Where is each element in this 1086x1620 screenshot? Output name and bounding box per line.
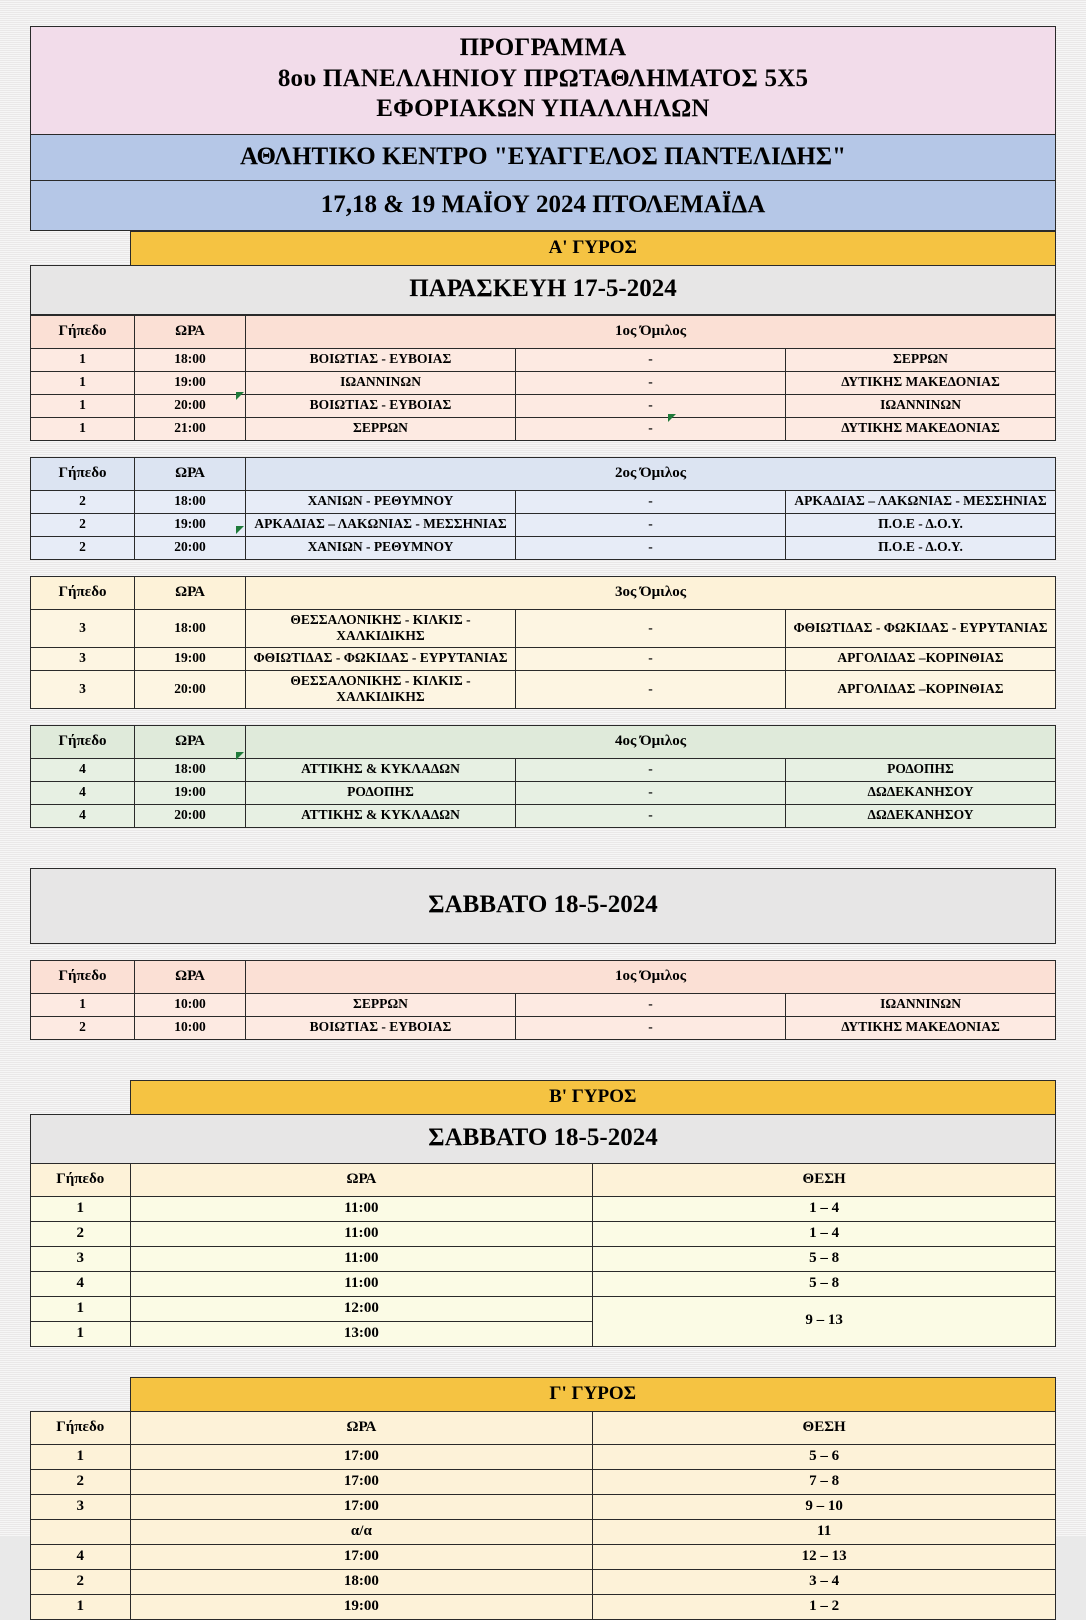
table-row (31, 1544, 1056, 1569)
group-4-name: 4ος Όμιλος (246, 725, 1056, 758)
round2-bar-row (31, 1080, 1056, 1114)
time: 11:00 (130, 1246, 593, 1271)
dash-separator: - (516, 490, 786, 513)
col-header-time: ΩΡΑ (130, 1163, 593, 1196)
time: 10:00 (135, 1016, 246, 1039)
section-gap (30, 944, 1056, 960)
time: 20:00 (135, 670, 246, 708)
table-row (31, 536, 1056, 559)
round3-bar-row (31, 1377, 1056, 1411)
round2-bar-label: Β' ΓΥΡΟΣ (130, 1080, 1056, 1114)
spacer-cell (31, 1080, 131, 1114)
court: 1 (31, 1296, 131, 1321)
team-away: ΙΩΑΝΝΙΝΩΝ (786, 394, 1056, 417)
round1-day2-label: ΣΑΒΒΑΤΟ 18-5-2024 (31, 868, 1056, 943)
position: 5 – 6 (593, 1444, 1056, 1469)
time: 19:00 (135, 647, 246, 670)
time: 11:00 (130, 1196, 593, 1221)
round3-bar-label: Γ' ΓΥΡΟΣ (130, 1377, 1056, 1411)
team-away: ΣΕΡΡΩΝ (786, 348, 1056, 371)
team-home: ΘΕΣΣΑΛΟΝΙΚΗΣ - ΚΙΛΚΙΣ - ΧΑΛΚΙΔΙΚΗΣ (246, 670, 516, 708)
dash-separator: - (516, 394, 786, 417)
team-home: ΙΩΑΝΝΙΝΩΝ (246, 371, 516, 394)
time: 13:00 (130, 1321, 593, 1346)
table-row (31, 1519, 1056, 1544)
court: 2 (31, 1569, 131, 1594)
team-home: ΒΟΙΩΤΙΑΣ - ΕΥΒΟΙΑΣ (246, 394, 516, 417)
col-header-time: ΩΡΑ (130, 1411, 593, 1444)
dates-label: 17,18 & 19 ΜΑΪΟΥ 2024 ΠΤΟΛΕΜΑΪΔΑ (31, 180, 1056, 230)
col-header-position: ΘΕΣΗ (593, 1163, 1056, 1196)
header-dates-row (31, 180, 1056, 230)
position: 11 (593, 1519, 1056, 1544)
group-3-header-row (31, 576, 1056, 609)
table-row (31, 647, 1056, 670)
col-header-court: Γήπεδο (31, 315, 135, 348)
group-1-header-row (31, 315, 1056, 348)
time: 19:00 (135, 513, 246, 536)
round2-block (30, 1080, 1056, 1347)
team-home: ΧΑΝΙΩΝ - ΡΕΘΥΜΝΟΥ (246, 490, 516, 513)
team-home: ΑΤΤΙΚΗΣ & ΚΥΚΛΑΔΩΝ (246, 804, 516, 827)
spacer-cell (31, 1377, 131, 1411)
team-away: ΡΟΔΟΠΗΣ (786, 758, 1056, 781)
table-row (31, 609, 1056, 647)
round3-header-row (31, 1411, 1056, 1444)
dash-separator: - (516, 647, 786, 670)
spacer-cell (31, 231, 131, 265)
col-header-court: Γήπεδο (31, 1163, 131, 1196)
venue-label: ΑΘΛΗΤΙΚΟ ΚΕΝΤΡΟ "ΕΥΑΓΓΕΛΟΣ ΠΑΝΤΕΛΙΔΗΣ" (31, 134, 1056, 180)
table-row (31, 1246, 1056, 1271)
table-row (31, 417, 1056, 440)
section-gap (30, 828, 1056, 868)
time: 18:00 (135, 490, 246, 513)
round2-day-row (31, 1114, 1056, 1163)
court: 3 (31, 647, 135, 670)
dash-separator: - (516, 417, 786, 440)
team-away: ΑΡΓΟΛΙΔΑΣ –ΚΟΡΙΝΘΙΑΣ (786, 670, 1056, 708)
table-row (31, 394, 1056, 417)
col-header-court: Γήπεδο (31, 1411, 131, 1444)
team-away: Π.Ο.Ε - Δ.Ο.Υ. (786, 513, 1056, 536)
group-2-name: 2ος Όμιλος (246, 457, 1056, 490)
header-title-row (31, 27, 1056, 135)
col-header-time: ΩΡΑ (135, 576, 246, 609)
time: 11:00 (130, 1271, 593, 1296)
round1-day2-group-name: 1ος Όμιλος (246, 960, 1056, 993)
table-row (31, 1271, 1056, 1296)
court: 1 (31, 348, 135, 371)
court: 4 (31, 804, 135, 827)
team-away: ΑΡΚΑΔΙΑΣ – ΛΑΚΩΝΙΑΣ - ΜΕΣΣΗΝΙΑΣ (786, 490, 1056, 513)
col-header-time: ΩΡΑ (135, 960, 246, 993)
col-header-court: Γήπεδο (31, 576, 135, 609)
team-away: ΔΥΤΙΚΗΣ ΜΑΚΕΔΟΝΙΑΣ (786, 1016, 1056, 1039)
team-home: ΦΘΙΩΤΙΔΑΣ - ΦΩΚΙΔΑΣ - ΕΥΡΥΤΑΝΙΑΣ (246, 647, 516, 670)
time: 19:00 (135, 781, 246, 804)
table-row (31, 670, 1056, 708)
dash-separator: - (516, 781, 786, 804)
court: 4 (31, 1544, 131, 1569)
court: 1 (31, 417, 135, 440)
court: 1 (31, 371, 135, 394)
position: 5 – 8 (593, 1271, 1056, 1296)
team-home: ΒΟΙΩΤΙΑΣ - ΕΥΒΟΙΑΣ (246, 348, 516, 371)
table-row (31, 781, 1056, 804)
team-home: ΒΟΙΩΤΙΑΣ - ΕΥΒΟΙΑΣ (246, 1016, 516, 1039)
team-away: ΔΥΤΙΚΗΣ ΜΑΚΕΔΟΝΙΑΣ (786, 417, 1056, 440)
document-title (31, 27, 1056, 135)
group-3-name: 3ος Όμιλος (246, 576, 1056, 609)
dash-separator: - (516, 804, 786, 827)
time: 20:00 (135, 804, 246, 827)
court: 2 (31, 1016, 135, 1039)
time: α/α (130, 1519, 593, 1544)
round1-day2-group-table (30, 960, 1056, 1040)
court: 1 (31, 394, 135, 417)
header-block (30, 26, 1056, 231)
team-away: ΦΘΙΩΤΙΔΑΣ - ΦΩΚΙΔΑΣ - ΕΥΡΥΤΑΝΙΑΣ (786, 609, 1056, 647)
col-header-court: Γήπεδο (31, 457, 135, 490)
court: 4 (31, 758, 135, 781)
round1-bar-block (30, 231, 1056, 315)
position: 5 – 8 (593, 1246, 1056, 1271)
group-1-name: 1ος Όμιλος (246, 315, 1056, 348)
table-row (31, 758, 1056, 781)
court: 3 (31, 670, 135, 708)
time: 12:00 (130, 1296, 593, 1321)
round1-bar-row (31, 231, 1056, 265)
group-3-table (30, 576, 1056, 709)
comment-marker-icon (236, 526, 244, 534)
position: 1 – 2 (593, 1594, 1056, 1619)
dash-separator: - (516, 993, 786, 1016)
col-header-court: Γήπεδο (31, 960, 135, 993)
position-merged: 9 – 13 (593, 1296, 1056, 1346)
position: 7 – 8 (593, 1469, 1056, 1494)
group-4-header-row (31, 725, 1056, 758)
group-2-table (30, 457, 1056, 560)
col-header-time: ΩΡΑ (135, 725, 246, 758)
team-home: ΧΑΝΙΩΝ - ΡΕΘΥΜΝΟΥ (246, 536, 516, 559)
round1-day2-row (31, 868, 1056, 943)
section-gap (30, 1040, 1056, 1080)
col-header-position: ΘΕΣΗ (593, 1411, 1056, 1444)
time: 18:00 (135, 758, 246, 781)
court: 1 (31, 1321, 131, 1346)
table-row (31, 513, 1056, 536)
dash-separator: - (516, 670, 786, 708)
title-line-3: ΕΦΟΡΙΑΚΩΝ ΥΠΑΛΛΗΛΩΝ (376, 95, 710, 122)
table-row (31, 1196, 1056, 1221)
group-4-table (30, 725, 1056, 828)
table-row (31, 1494, 1056, 1519)
team-away: ΙΩΑΝΝΙΝΩΝ (786, 993, 1056, 1016)
team-home: ΑΤΤΙΚΗΣ & ΚΥΚΛΑΔΩΝ (246, 758, 516, 781)
table-row (31, 1469, 1056, 1494)
group-2-header-row (31, 457, 1056, 490)
court (31, 1519, 131, 1544)
position: 9 – 10 (593, 1494, 1056, 1519)
schedule-sheet (30, 26, 1056, 1620)
time: 11:00 (130, 1221, 593, 1246)
table-row (31, 1016, 1056, 1039)
col-header-court: Γήπεδο (31, 725, 135, 758)
time: 17:00 (130, 1444, 593, 1469)
time: 17:00 (130, 1469, 593, 1494)
round2-day-label: ΣΑΒΒΑΤΟ 18-5-2024 (31, 1114, 1056, 1163)
table-row (31, 1594, 1056, 1619)
position: 12 – 13 (593, 1544, 1056, 1569)
team-home: ΘΕΣΣΑΛΟΝΙΚΗΣ - ΚΙΛΚΙΣ - ΧΑΛΚΙΔΙΚΗΣ (246, 609, 516, 647)
court: 2 (31, 513, 135, 536)
team-away: Π.Ο.Ε - Δ.Ο.Υ. (786, 536, 1056, 559)
court: 1 (31, 1594, 131, 1619)
dash-separator: - (516, 609, 786, 647)
position: 1 – 4 (593, 1221, 1056, 1246)
table-row (31, 1569, 1056, 1594)
dash-separator: - (516, 348, 786, 371)
court: 2 (31, 490, 135, 513)
team-away: ΑΡΓΟΛΙΔΑΣ –ΚΟΡΙΝΘΙΑΣ (786, 647, 1056, 670)
dash-separator: - (516, 758, 786, 781)
dash-separator: - (516, 371, 786, 394)
title-line-2: 8ου ΠΑΝΕΛΛΗΝΙΟΥ ΠΡΩΤΑΘΛΗΜΑΤΟΣ 5Χ5 (277, 64, 809, 92)
court: 3 (31, 609, 135, 647)
section-gap (30, 441, 1056, 457)
dash-separator: - (516, 513, 786, 536)
round1-day2-header-row (31, 960, 1056, 993)
group-1-table (30, 315, 1056, 441)
table-row (31, 1221, 1056, 1246)
round3-block (30, 1377, 1056, 1620)
court: 4 (31, 781, 135, 804)
team-away: ΔΩΔΕΚΑΝΗΣΟΥ (786, 781, 1056, 804)
time: 18:00 (135, 609, 246, 647)
section-gap (30, 709, 1056, 725)
time: 17:00 (130, 1544, 593, 1569)
time: 10:00 (135, 993, 246, 1016)
comment-marker-icon (236, 392, 244, 400)
team-home: ΣΕΡΡΩΝ (246, 417, 516, 440)
team-home: ΡΟΔΟΠΗΣ (246, 781, 516, 804)
time: 17:00 (130, 1494, 593, 1519)
col-header-time: ΩΡΑ (135, 315, 246, 348)
table-row (31, 804, 1056, 827)
round1-day1-label: ΠΑΡΑΣΚΕΥΗ 17-5-2024 (31, 265, 1056, 314)
position: 3 – 4 (593, 1569, 1056, 1594)
court: 1 (31, 1444, 131, 1469)
col-header-time: ΩΡΑ (135, 457, 246, 490)
title-line-1: ΠΡΟΓΡΑΜΜΑ (459, 34, 627, 61)
court: 2 (31, 1221, 131, 1246)
round1-day2-block (30, 868, 1056, 944)
table-row (31, 1296, 1056, 1321)
court: 3 (31, 1494, 131, 1519)
time: 18:00 (135, 348, 246, 371)
round2-header-row (31, 1163, 1056, 1196)
dash-separator: - (516, 536, 786, 559)
team-home: ΣΕΡΡΩΝ (246, 993, 516, 1016)
team-away: ΔΥΤΙΚΗΣ ΜΑΚΕΔΟΝΙΑΣ (786, 371, 1056, 394)
court: 3 (31, 1246, 131, 1271)
comment-marker-icon (668, 414, 676, 422)
time: 19:00 (135, 371, 246, 394)
court: 1 (31, 1196, 131, 1221)
time: 20:00 (135, 536, 246, 559)
court: 2 (31, 536, 135, 559)
team-home: ΑΡΚΑΔΙΑΣ – ΛΑΚΩΝΙΑΣ - ΜΕΣΣΗΝΙΑΣ (246, 513, 516, 536)
section-gap (30, 560, 1056, 576)
round1-day1-row (31, 265, 1056, 314)
dash-separator: - (516, 1016, 786, 1039)
header-venue-row (31, 134, 1056, 180)
court: 4 (31, 1271, 131, 1296)
table-row (31, 348, 1056, 371)
time: 20:00 (135, 394, 246, 417)
time: 18:00 (130, 1569, 593, 1594)
team-away: ΔΩΔΕΚΑΝΗΣΟΥ (786, 804, 1056, 827)
table-row (31, 1444, 1056, 1469)
table-row (31, 371, 1056, 394)
court: 2 (31, 1469, 131, 1494)
time: 19:00 (130, 1594, 593, 1619)
table-row (31, 490, 1056, 513)
comment-marker-icon (236, 752, 244, 760)
section-gap (30, 1347, 1056, 1377)
round1-bar-label: Α' ΓΥΡΟΣ (130, 231, 1056, 265)
position: 1 – 4 (593, 1196, 1056, 1221)
table-row (31, 993, 1056, 1016)
court: 1 (31, 993, 135, 1016)
time: 21:00 (135, 417, 246, 440)
